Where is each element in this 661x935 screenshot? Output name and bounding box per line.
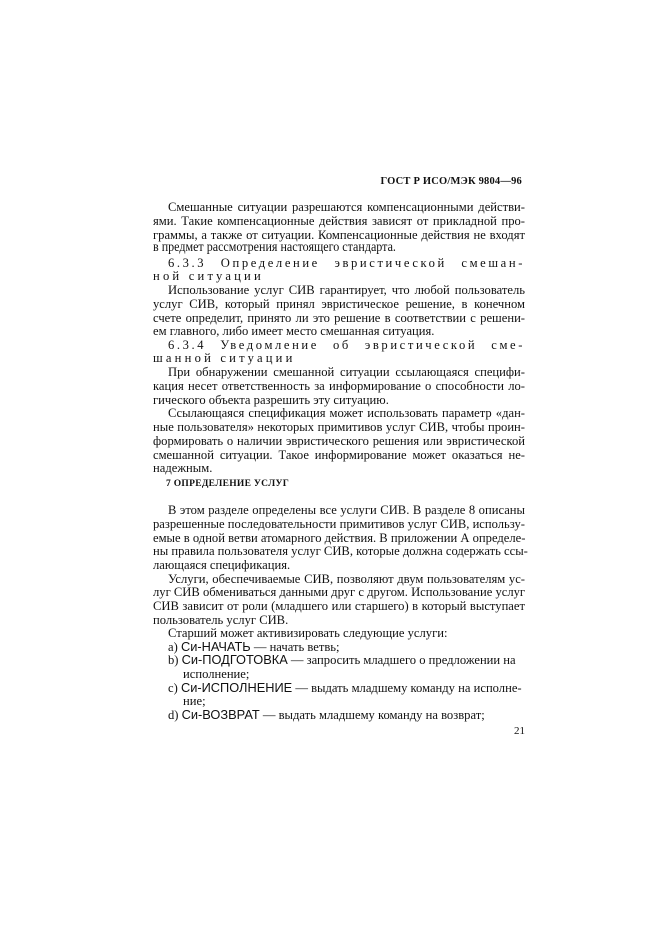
text-line: граммы, а также от ситуации. Компенсационные действия не входят	[153, 228, 525, 242]
list-item-b-cont: исполнение;	[183, 667, 250, 681]
text-line: в предмет рассмотрения настоящего стандарта.	[153, 240, 396, 255]
text-line: В этом разделе определены все услуги СИВ. В разделе 8 описаны	[168, 503, 525, 517]
list-intro: Старший может активизировать следующие услуги:	[168, 626, 448, 640]
list-item-c-cont: ние;	[183, 694, 206, 708]
list-item-d	[168, 708, 525, 722]
text-line: ные пользователя» некоторых примитивов услуг СИВ, чтобы проин-	[153, 420, 525, 434]
document-header-standard: ГОСТ Р ИСО/МЭК 9804—96	[380, 176, 522, 187]
list-marker: a)	[168, 640, 178, 654]
section-heading-6-3-4: 6.3.4 Уведомление об эвристической сме-	[168, 338, 525, 352]
service-name: Си-ПОДГОТОВКА	[181, 652, 288, 667]
text-line: пользователь услуг СИВ.	[153, 613, 289, 627]
text-line: луг СИВ обмениваться данными друг с другом. Использование услуг	[153, 585, 526, 599]
text-line: формировать о наличии эвристического решения или эвристической	[153, 434, 525, 448]
service-name: Си-ИСПОЛНЕНИЕ	[180, 680, 293, 695]
list-item-b	[168, 653, 525, 667]
page-number: 21	[514, 725, 525, 737]
list-marker: b)	[168, 653, 179, 667]
section-heading-6-3-4-cont: шанной ситуации	[153, 351, 296, 365]
text-line: гического объекта разрешить эту ситуацию.	[153, 393, 389, 407]
service-name: Си-НАЧАТЬ	[180, 639, 251, 654]
text-line: СИВ зависит от роли (младшего или старшего) в который выступает	[153, 599, 525, 613]
section-heading-6-3-3-cont: ной ситуации	[153, 269, 264, 283]
list-item-c	[168, 681, 525, 695]
list-marker: d)	[168, 708, 179, 722]
text-line: кация несет ответственность за информирование о способности ло-	[153, 379, 525, 393]
text-line: лающаяся спецификация.	[153, 558, 291, 572]
text-line: Ссылающаяся спецификация может использовать параметр «дан-	[168, 406, 525, 420]
text-line: счете определит, принято ли это решение в соответствии с решени-	[153, 311, 525, 325]
text-line: ем главного, либо имеет место смешанная ситуация.	[153, 324, 435, 338]
section-heading-7: 7 ОПРЕДЕЛЕНИЕ УСЛУГ	[166, 479, 290, 489]
list-marker: c)	[168, 681, 178, 695]
service-description: — выдать младшему команду на возврат;	[262, 708, 485, 722]
text-line: Услуги, обеспечиваемые СИВ, позволяют двум пользователям ус-	[168, 572, 525, 586]
text-line: Использование услуг СИВ гарантирует, что любой пользователь	[168, 283, 525, 297]
service-name: Си-ВОЗВРАТ	[181, 707, 260, 722]
text-line: емые в одной ветви атомарного действия. В приложении А определе-	[153, 531, 526, 545]
text-line: услуг СИВ, который принял эвристическое решение, в конечном	[153, 297, 525, 311]
service-description: — выдать младшему команду на исполне-	[295, 681, 522, 695]
text-line: разрешенные последовательности примитивов услуг СИВ, использу-	[153, 517, 525, 531]
text-line: смешанной ситуации. Такое информирование может оказаться не-	[153, 448, 525, 462]
service-description: — начать ветвь;	[253, 640, 340, 654]
section-heading-6-3-3: 6.3.3 Определение эвристической смешан-	[168, 256, 525, 270]
text-line: надежным.	[153, 461, 213, 475]
text-line: ями. Такие компенсационные действия зависят от прикладной про-	[153, 214, 525, 228]
text-line: Смешанные ситуации разрешаются компенсационными действи-	[168, 200, 525, 214]
text-line: ны правила пользователя услуг СИВ, которые должна содержать ссы-	[153, 544, 528, 558]
text-line: При обнаружении смешанной ситуации ссылающаяся специфи-	[168, 365, 525, 379]
service-description: — запросить младшего о предложении на	[290, 653, 516, 667]
